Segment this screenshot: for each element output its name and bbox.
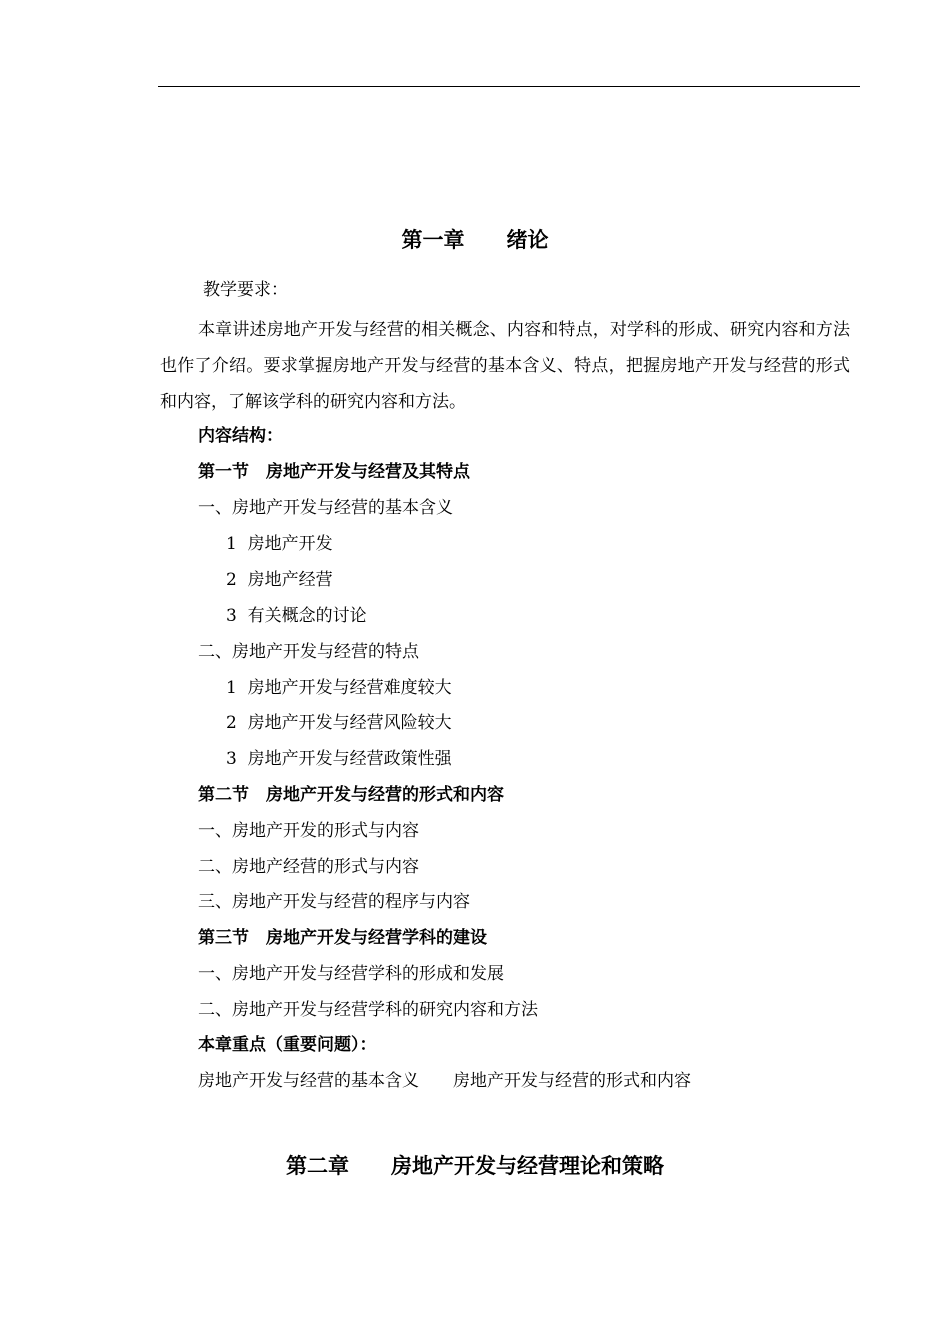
outline-subitem: 1 房地产开发与经营难度较大: [226, 678, 452, 698]
chapter-1-title: 第一章 绪论: [401, 228, 549, 252]
outline-item: 二、房地产经营的形式与内容: [198, 857, 419, 877]
key-points-text: 房地产开发与经营的基本含义 房地产开发与经营的形式和内容: [198, 1071, 691, 1091]
outline-item: 一、房地产开发与经营学科的形成和发展: [198, 964, 504, 984]
teaching-requirements-text: 本章讲述房地产开发与经营的相关概念、内容和特点，对学科的形成、研究内容和方法也作了介绍。要求掌握房地产开发与经营的基本含义、特点，把握房地产开发与经营的形式和内容，了解该学科的研究内容和方法。: [160, 320, 850, 412]
content-structure-label: 内容结构：: [198, 426, 283, 446]
outline-subitem: 3 房地产开发与经营政策性强: [226, 749, 452, 769]
outline-item: 一、房地产开发的形式与内容: [198, 821, 419, 841]
key-points-label: 本章重点（重要问题）：: [198, 1035, 377, 1055]
outline-subitem: 2 房地产开发与经营风险较大: [226, 713, 452, 733]
section-1-heading: 第一节 房地产开发与经营及其特点: [198, 462, 470, 482]
teaching-requirements-label: 教学要求：: [203, 280, 288, 300]
outline-subitem: 2 房地产经营: [226, 570, 333, 590]
outline-item: 一、房地产开发与经营的基本含义: [198, 498, 453, 518]
outline-subitem: 1 房地产开发: [226, 534, 333, 554]
outline-item: 三、房地产开发与经营的程序与内容: [198, 892, 470, 912]
chapter-2-title: 第二章 房地产开发与经营理论和策略: [286, 1154, 664, 1178]
section-3-heading: 第三节 房地产开发与经营学科的建设: [198, 928, 487, 948]
section-2-heading: 第二节 房地产开发与经营的形式和内容: [198, 785, 504, 805]
header-rule: [158, 86, 860, 87]
outline-subitem: 3 有关概念的讨论: [226, 606, 367, 626]
outline-item: 二、房地产开发与经营学科的研究内容和方法: [198, 1000, 538, 1020]
outline-item: 二、房地产开发与经营的特点: [198, 642, 419, 662]
